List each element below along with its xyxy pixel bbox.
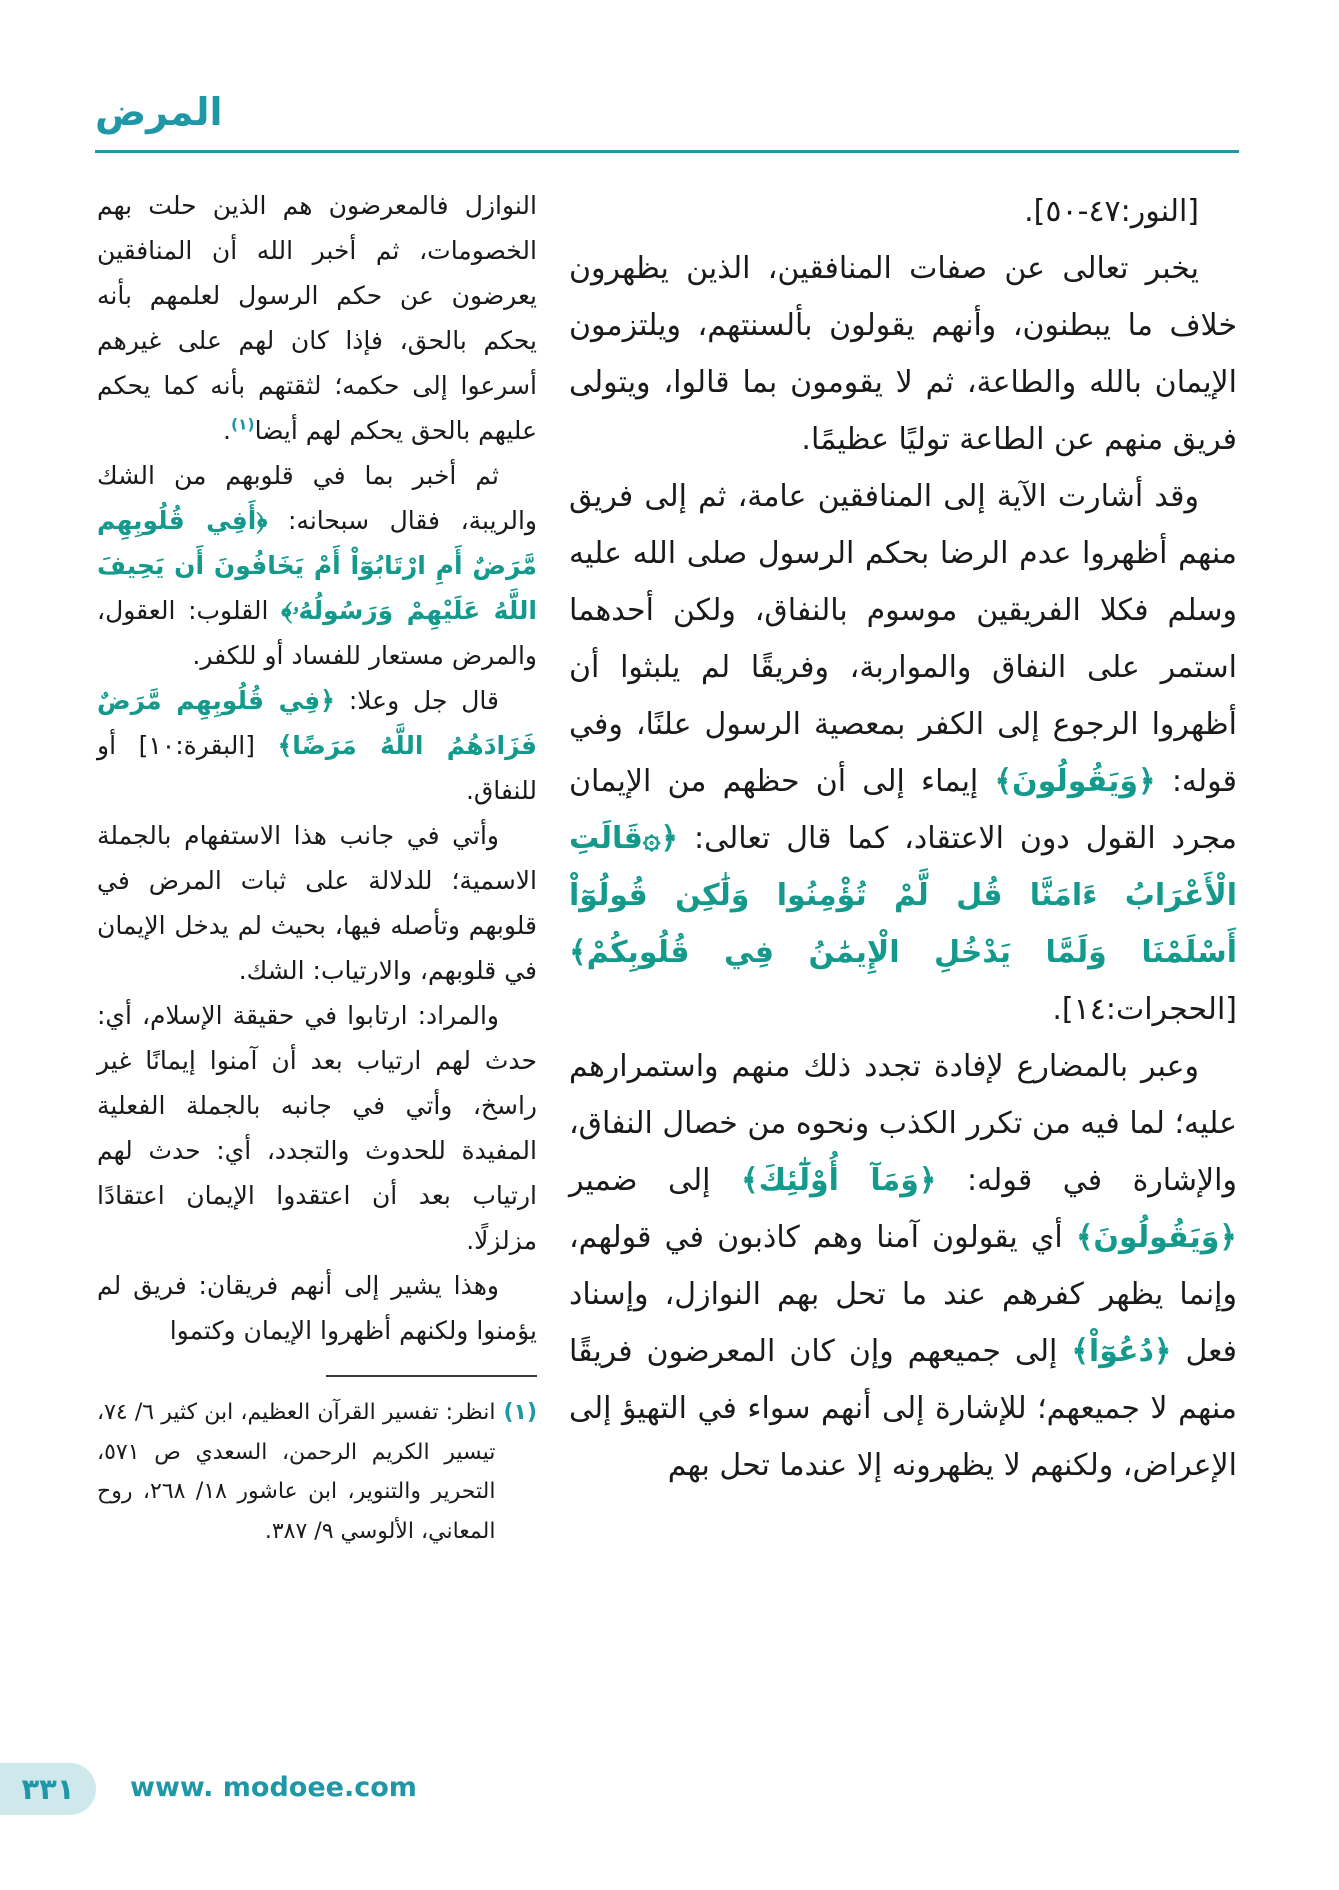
body-text: والمراد: ارتابوا في حقيقة الإسلام، أي: حدث لهم ارتياب بعد أن آمنوا إيمانًا غير راسخ، وأتي في جانبه بالجملة الفعلية المفيدة للحدوث والتجدد، أي: حدث لهم ارتياب بعد أن اعتقدوا الإيمان اعتقادًا مزلزلًا. <box>97 1001 537 1255</box>
left-column <box>97 183 537 1551</box>
paragraph <box>569 183 1237 240</box>
quran-verse: ﴿وَمَآ أُوْلَٰٓئِكَ﴾ <box>740 1163 937 1198</box>
paragraph <box>569 468 1237 1038</box>
quran-verse: ﴿فِي قُلُوبِهِم مَّرَضٌ فَزَادَهُمُ اللَّهُ مَرَضًا﴾ <box>97 686 537 760</box>
footnote-marker: (١) <box>230 415 255 434</box>
body-text: ثم أخبر بما في قلوبهم من الشك والريبة، فقال سبحانه: <box>97 461 537 535</box>
paragraph <box>97 1263 537 1353</box>
body-text: وعبر بالمضارع لإفادة تجدد ذلك منهم واستمرارهم عليه؛ لما فيه من تكرر الكذب ونحوه من خصال النفاق، والإشارة في قوله: <box>569 1049 1237 1198</box>
right-column <box>569 183 1237 1551</box>
body-text: القلوب: العقول، والمرض مستعار للفساد أو للكفر. <box>97 596 537 670</box>
page-number-tab <box>0 1763 96 1815</box>
website-text: www. modoee.com <box>130 1772 417 1803</box>
body-text: قال جل وعلا: <box>334 686 500 715</box>
footnote-separator <box>326 1375 537 1377</box>
paragraph <box>97 678 537 813</box>
body-text: إلى ضمير <box>569 1163 741 1198</box>
header-rule <box>95 150 1239 153</box>
paragraph <box>97 993 537 1263</box>
body-text: إيماء إلى أن حظهم من الإيمان مجرد القول دون الاعتقاد، كما قال تعالى: <box>569 764 1237 856</box>
body-text: وهذا يشير إلى أنهم فريقان: فريق لم يؤمنوا ولكنهم أظهروا الإيمان وكتموا <box>97 1271 537 1345</box>
quran-verse: ﴿۞قَالَتِ الْأَعْرَابُ ءَامَنَّا قُل لَّمْ تُؤْمِنُوا وَلَٰكِن قُولُوٓاْ أَسْلَمْنَا وَلَمَّا يَدْخُلِ الْإِيمَٰنُ فِي قُلُوبِكُمْ﴾ <box>569 821 1237 970</box>
body-text: يخبر تعالى عن صفات المنافقين، الذين يظهرون خلاف ما يبطنون، وأنهم يقولون بألسنتهم، ويلتزمون الإيمان بالله والطاعة، ثم لا يقومون بما قالوا، ويتولى فريق منهم عن الطاعة توليًا عظيمًا. <box>569 251 1237 457</box>
footnotes <box>97 1393 537 1551</box>
body-text: [البقرة:١٠] أو للنفاق. <box>97 731 537 805</box>
footnote <box>97 1393 537 1551</box>
body-text: [النور:٤٧-٥٠]. <box>1024 194 1199 229</box>
running-head: المرض <box>95 90 223 134</box>
left-column-body <box>97 183 537 1353</box>
quran-verse: ﴿أَفِي قُلُوبِهِم مَّرَضٌ أَمِ ارْتَابُوٓاْ أَمْ يَخَافُونَ أَن يَحِيفَ اللَّهُ عَلَيْهِمْ وَرَسُولُهُۥ﴾ <box>97 506 537 625</box>
body-text: وقد أشارت الآية إلى المنافقين عامة، ثم إلى فريق منهم أظهروا عدم الرضا بحكم الرسول صلى الله عليه وسلم فكلا الفريقين موسوم بالنفاق، ولكن أحدهما استمر على النفاق والمواربة، وفريقًا لم يلبثوا أن أظهروا الرجوع إلى الكفر بمعصية الرسول علنًا، وفي قوله: <box>569 479 1237 799</box>
body-text: [الحجرات:١٤]. <box>1052 992 1237 1027</box>
body-text: أي يقولون آمنا وهم كاذبون في قولهم، وإنما يظهر كفرهم عند ما تحل بهم النوازل، وإسناد فعل <box>569 1220 1237 1369</box>
body-text: النوازل فالمعرضون هم الذين حلت بهم الخصومات، ثم أخبر الله أن المنافقين يعرضون عن حكم الرسول لعلمهم بأنه يحكم بالحق، فإذا كان لهم على غيرهم أسرعوا إلى حكمه؛ لثقتهم بأنه كما يحكم عليهم بالحق يحكم لهم أيضا <box>97 191 537 445</box>
paragraph <box>569 1038 1237 1494</box>
body-text: وأتي في جانب هذا الاستفهام بالجملة الاسمية؛ للدلالة على ثبات المرض في قلوبهم وتأصله فيها، بحيث لم يدخل الإيمان في قلوبهم، والارتياب: الشك. <box>97 821 537 985</box>
paragraph <box>97 183 537 453</box>
footnote-marker: (١) <box>503 1400 537 1425</box>
body-text: إلى جميعهم وإن كان المعرضون فريقًا منهم لا جميعهم؛ للإشارة إلى أنهم سواء في التهيؤ إلى الإعراض، ولكنهم لا يظهرونه إلا عندما تحل بهم <box>569 1334 1237 1483</box>
text-columns <box>97 183 1237 1551</box>
quran-verse: ﴿وَيَقُولُونَ﴾ <box>1075 1220 1237 1255</box>
quran-verse: ﴿دُعُوٓاْ﴾ <box>1071 1334 1172 1369</box>
paragraph <box>97 453 537 678</box>
quran-verse: ﴿وَيَقُولُونَ﴾ <box>994 764 1156 799</box>
page-number: ٣٣١ <box>21 1772 75 1806</box>
paragraph <box>97 813 537 993</box>
paragraph <box>569 240 1237 468</box>
footnote-text: انظر: تفسير القرآن العظيم، ابن كثير ٦/ ٧٤، تيسير الكريم الرحمن، السعدي ص ٥٧١، التحرير والتنوير، ابن عاشور ١٨/ ٢٦٨، روح المعاني، الألوسي ٩/ ٣٨٧. <box>97 1400 496 1544</box>
right-column-body <box>569 183 1237 1494</box>
body-text: . <box>223 416 231 445</box>
